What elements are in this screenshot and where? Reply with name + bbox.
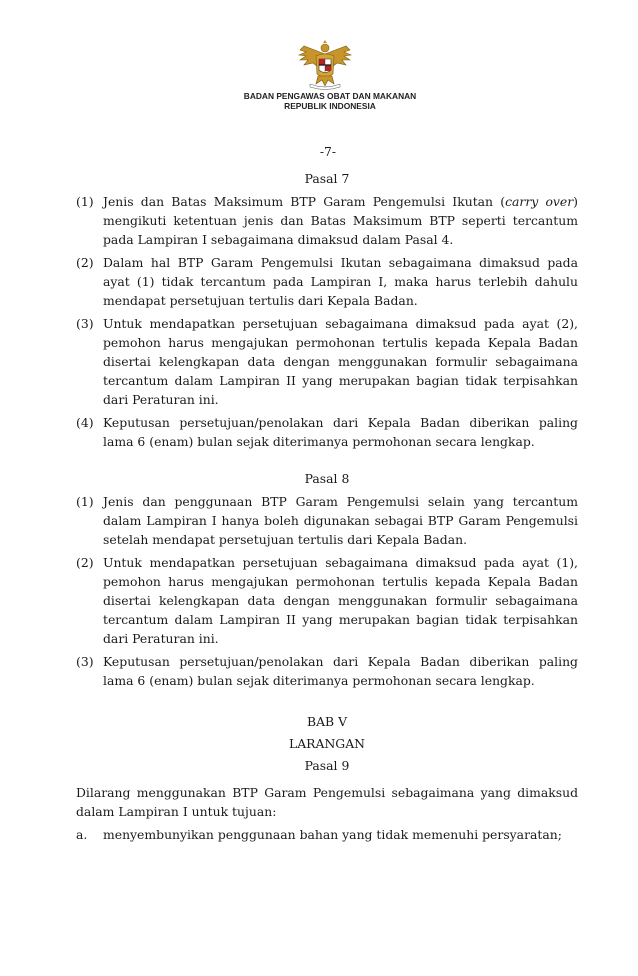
item-text: Untuk mendapatkan persetujuan sebagaimana dimaksud pada ayat (2), pemohon harus mengajukan permohonan tertulis kepada Kepala Badan disertai kelengkapan data dengan menggunakan formulir sebagaimana tercantum dalam Lampiran II yang merupakan bagian tidak terpisahkan dari Peraturan ini. [103,316,578,407]
item-text: menyembunyikan penggunaan bahan yang tidak memenuhi persyaratan; [103,827,562,842]
pasal-7-title: Pasal 7 [304,171,350,186]
item-number: (3) [76,316,94,331]
pasal-9-title: Pasal 9 [304,758,350,773]
agency-header [0,91,638,111]
item-number: (2) [76,555,94,570]
document-body [76,142,578,844]
item-text: Jenis dan penggunaan BTP Garam Pengemulsi selain yang tercantum dalam Lampiran I hanya boleh digunakan sebagai BTP Garam Pengemulsi setelah mendapat persetujuan tertulis dari Kepala Badan. [103,494,578,547]
pasal-9-item [76,825,578,844]
agency-name: BADAN PENGAWAS OBAT DAN MAKANAN [243,91,417,101]
garuda-emblem-icon [296,40,354,90]
item-letter: a. [76,827,88,842]
item-number: (2) [76,255,94,270]
pasal-9-intro: Dilarang menggunakan BTP Garam Pengemulsi sebagaimana yang dimaksud dalam Lampiran I untuk tujuan: [76,785,578,819]
item-text: Keputusan persetujuan/penolakan dari Kepala Badan diberikan paling lama 6 (enam) bulan sejak diterimanya permohonan secara lengkap. [103,654,578,688]
bab-subtitle: LARANGAN [289,736,365,751]
pasal-7-item [76,413,578,451]
item-text: Jenis dan Batas Maksimum BTP Garam Pengemulsi Ikutan (carry over) mengikuti ketentuan jenis dan Batas Maksimum BTP seperti tercantum pada Lampiran I sebagaimana dimaksud dalam Pasal 4. [103,194,579,247]
item-text: Dalam hal BTP Garam Pengemulsi Ikutan sebagaimana dimaksud pada ayat (1) tidak tercantum pada Lampiran I, maka harus terlebih dahulu mendapat persetujuan tertulis dari Kepala Badan. [103,255,578,308]
item-number: (1) [76,194,94,209]
item-number: (1) [76,494,94,509]
bab-title: BAB V [306,714,348,729]
agency-country: REPUBLIK INDONESIA [284,101,376,111]
page-number: -7- [319,144,337,159]
item-text: Keputusan persetujuan/penolakan dari Kepala Badan diberikan paling lama 6 (enam) bulan sejak diterimanya permohonan secara lengkap. [103,415,578,449]
pasal-8-item [76,553,578,648]
pasal-8-item [76,492,578,549]
item-text: Untuk mendapatkan persetujuan sebagaimana dimaksud pada ayat (1), pemohon harus mengajukan permohonan tertulis kepada Kepala Badan disertai kelengkapan data dengan menggunakan formulir sebagaimana tercantum dalam Lampiran II yang merupakan bagian tidak terpisahkan dari Peraturan ini. [103,555,578,646]
pasal-7-item [76,192,578,249]
item-number: (4) [76,415,94,430]
item-number: (3) [76,654,94,669]
pasal-7-item [76,314,578,409]
pasal-8-title: Pasal 8 [304,471,350,486]
pasal-8-item [76,652,578,690]
pasal-7-item [76,253,578,310]
